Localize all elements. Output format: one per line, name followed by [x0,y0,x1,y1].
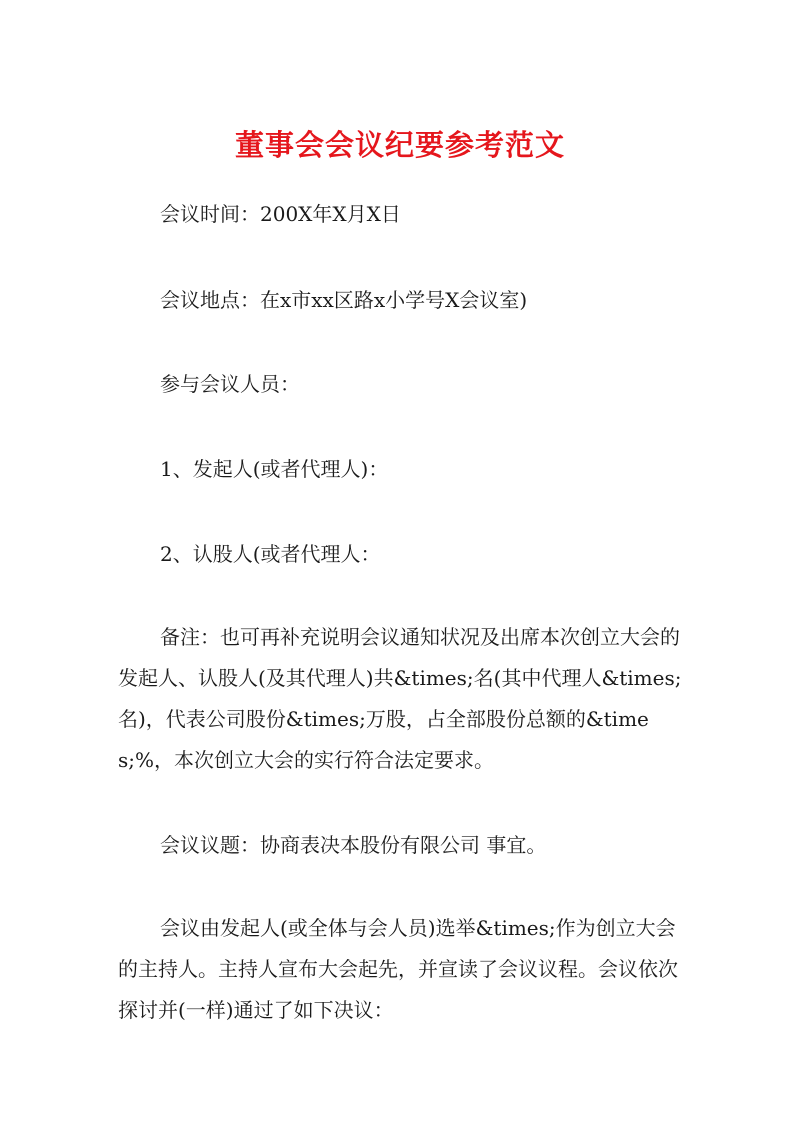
attendee-item-subscribers: 2、认股人(或者代理人： [160,542,381,566]
note-paragraph: 备注：也可再补充说明会议通知状况及出席本次创立大会的发起人、认股人(及其代理人)共&times;名(其中代理人&times;名)，代表公司股份&times;万股，占全部股份总额的&times;%，本次创立大会的实行符合法定要求。 [118,625,682,772]
attendees-heading: 参与会议人员： [160,372,300,396]
document-title: 董事会会议纪要参考范文 [234,128,565,162]
attendee-item-founders: 1、发起人(或者代理人)： [160,457,389,481]
meeting-topic: 会议议题：协商表决本股份有限公司 事宜。 [160,833,547,857]
meeting-time: 会议时间：200X年X月X日 [160,202,401,226]
meeting-place: 会议地点：在x市xx区路x小学号X会议室) [160,288,528,312]
proceedings-paragraph: 会议由发起人(或全体与会人员)选举&times;作为创立大会的主持人。主持人宣布大会起先，并宣读了会议议程。会议依次探讨并(一样)通过了如下决议： [118,916,678,1022]
